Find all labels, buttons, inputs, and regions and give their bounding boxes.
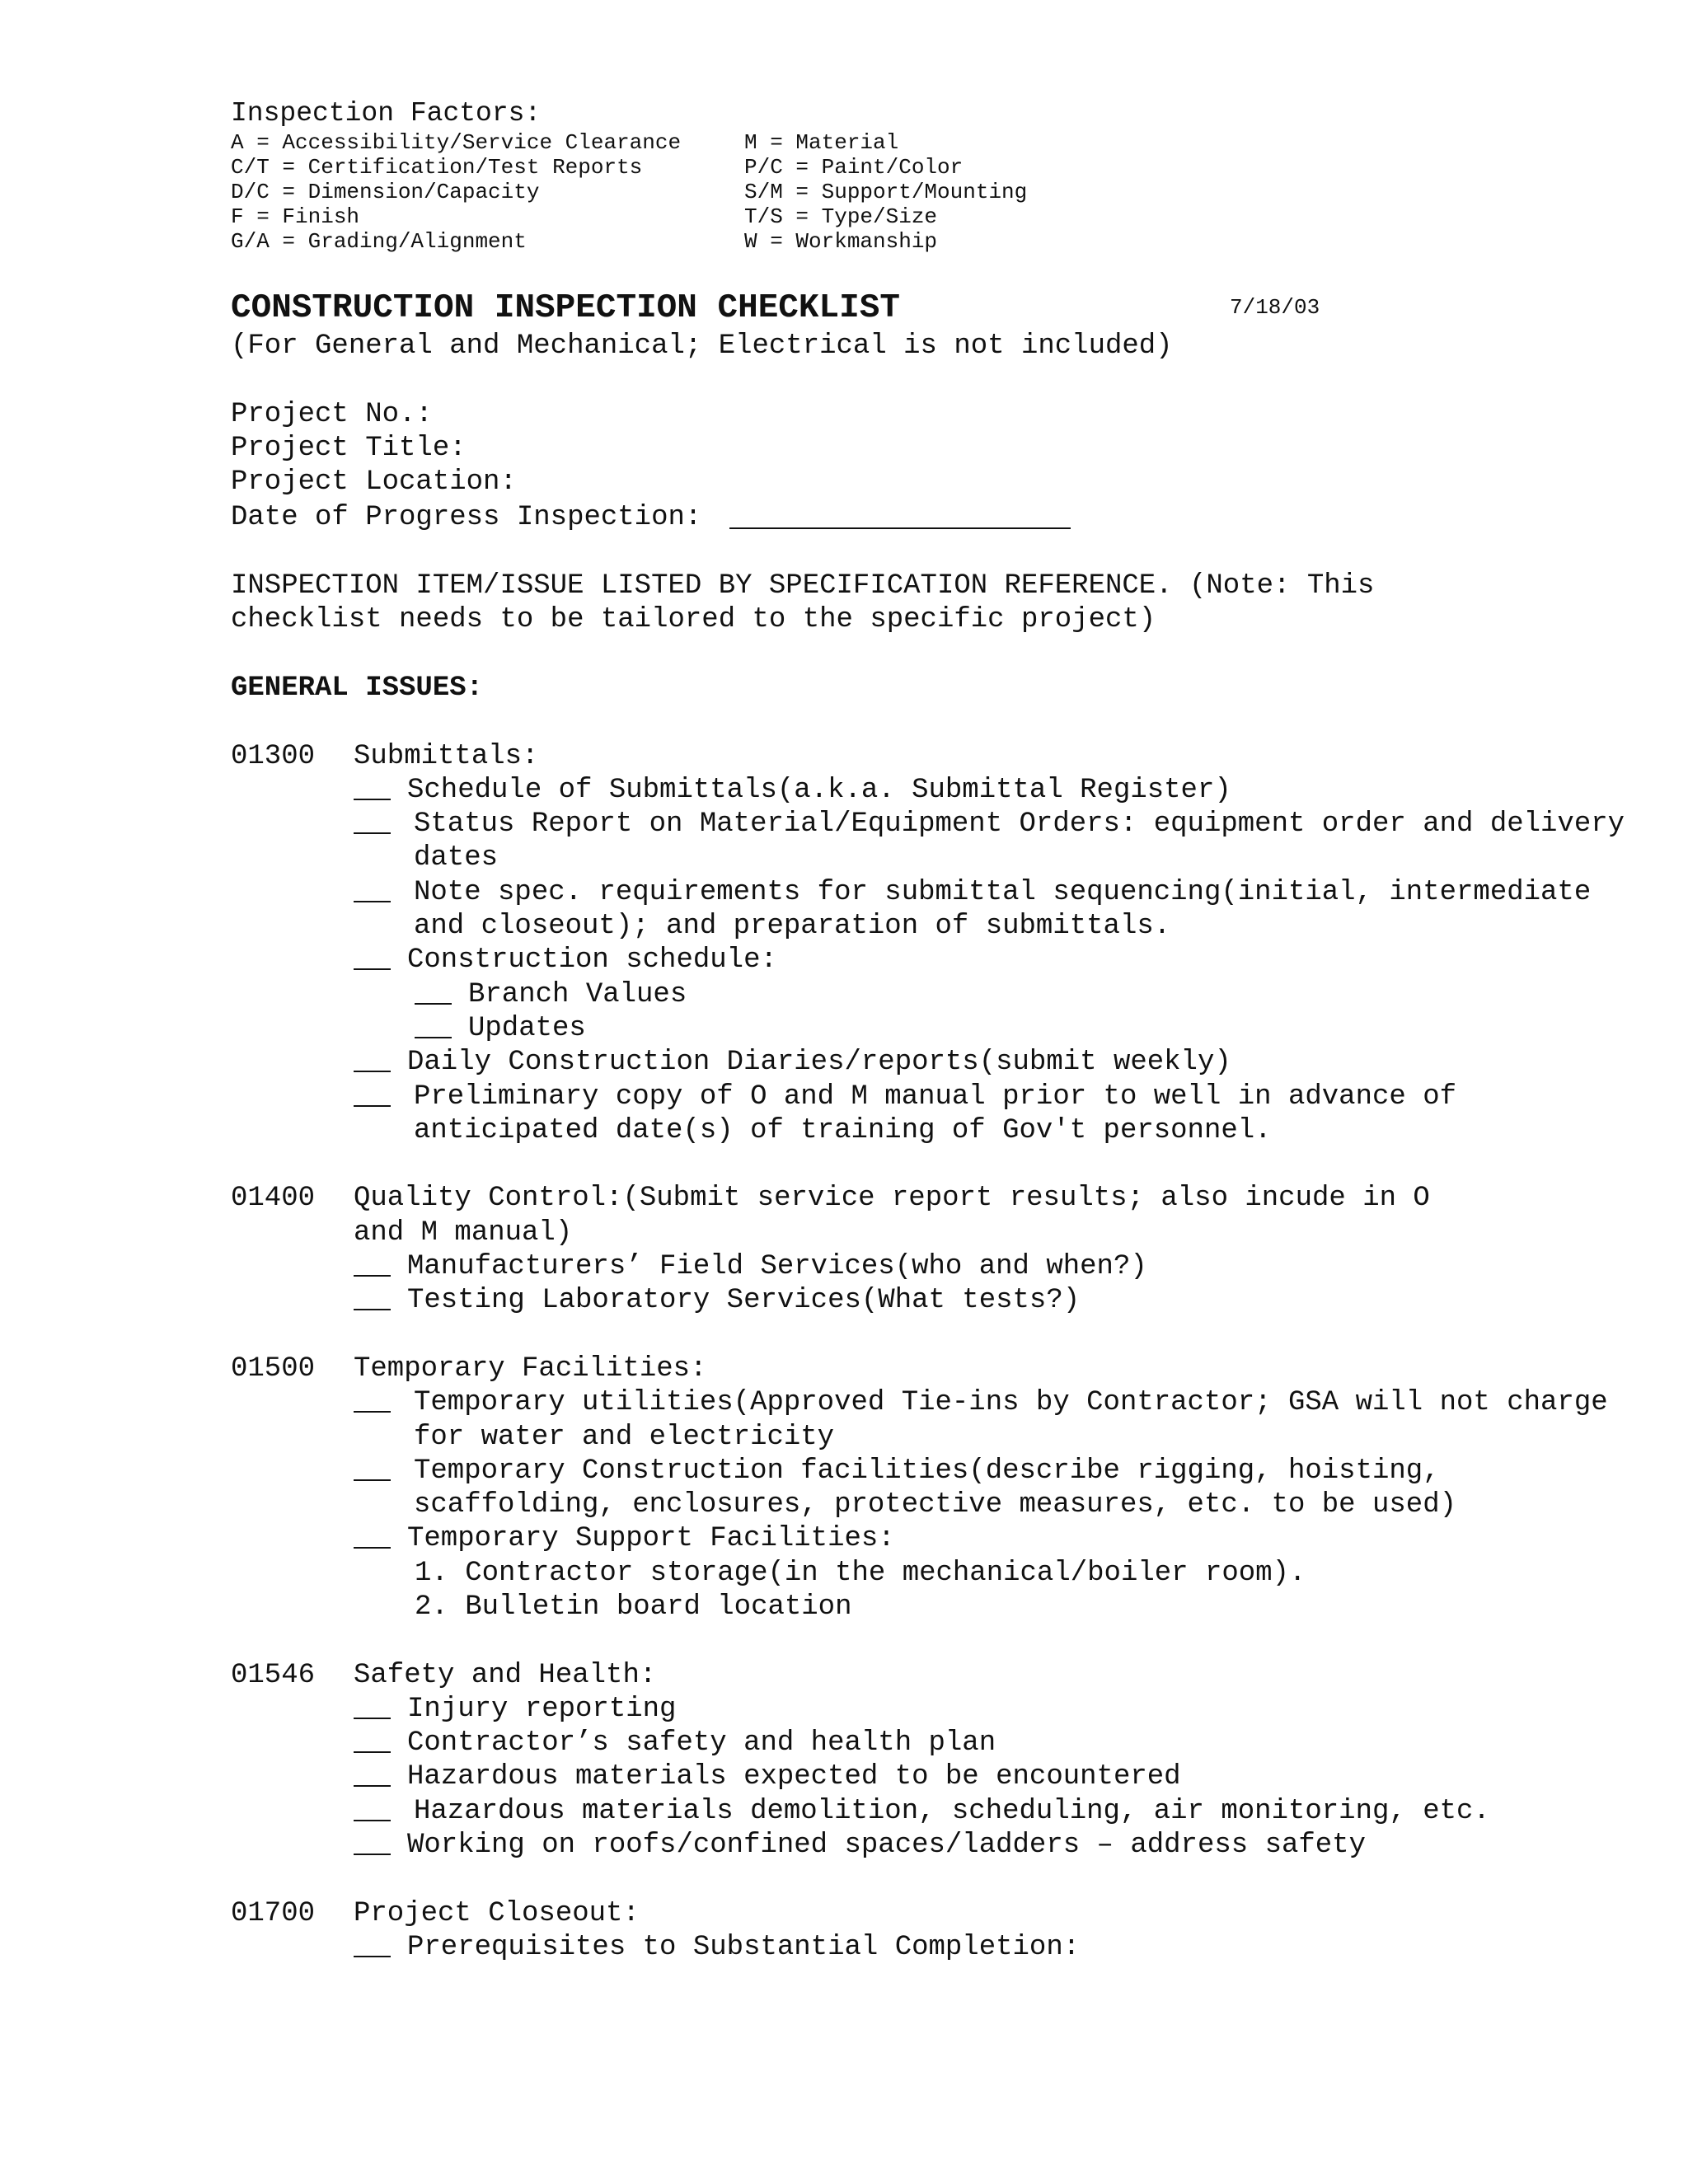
legend-row: [231, 130, 1648, 155]
project-title-label: Project Title:: [231, 432, 467, 464]
checklist-item: Contractor’s safety and health plan: [231, 1727, 1648, 1760]
inspection-date-row: [231, 499, 1648, 535]
section-title: Safety and Health:: [354, 1659, 657, 1691]
checkbox-blank[interactable]: [354, 808, 391, 834]
legend-left-entry: C/T = Certification/Test Reports: [231, 155, 643, 180]
checkbox-blank[interactable]: [354, 1727, 391, 1753]
checkbox-blank[interactable]: [354, 1522, 391, 1549]
checklist-item: Manufacturers’ Field Services(who and when?): [231, 1250, 1648, 1284]
checkbox-blank[interactable]: [354, 1760, 391, 1787]
legend-row: [231, 180, 1648, 204]
legend-title: Inspection Factors:: [231, 98, 542, 129]
legend-left-entry: G/A = Grading/Alignment: [231, 229, 527, 254]
document-date: 7/18/03: [1230, 295, 1320, 320]
legend-row: [231, 229, 1648, 254]
intro-line: checklist needs to be tailored to the specific project): [231, 604, 1156, 636]
document-subtitle: (For General and Mechanical; Electrical is not included): [231, 330, 1173, 362]
checkbox-blank[interactable]: [354, 1693, 391, 1719]
checklist-item: Testing Laboratory Services(What tests?): [231, 1284, 1648, 1318]
checklist-item: Status Report on Material/Equipment Orders: equipment order and delivery dates: [231, 808, 1648, 876]
section-title-continued: and M manual): [354, 1216, 573, 1249]
inspection-date-field[interactable]: [729, 499, 1071, 529]
document-title: CONSTRUCTION INSPECTION CHECKLIST: [231, 289, 900, 327]
legend-row: [231, 204, 1648, 229]
checklist-item: Note spec. requirements for submittal sequencing(initial, intermediate and closeout); and preparation of submittals.: [231, 876, 1648, 944]
section-code: 01300: [231, 740, 316, 772]
document-header: [231, 287, 1648, 330]
checkbox-blank[interactable]: [354, 1250, 391, 1277]
checklist-item: Temporary Support Facilities:: [231, 1522, 1648, 1556]
document-page: [231, 97, 1648, 1965]
inspection-factors-legend: [231, 97, 1648, 254]
checklist-item: Hazardous materials demolition, scheduling, air monitoring, etc.: [231, 1795, 1648, 1829]
legend-right-entry: M = Material: [744, 130, 899, 155]
legend-left-entry: A = Accessibility/Service Clearance: [231, 130, 682, 155]
legend-right-entry: P/C = Paint/Color: [744, 155, 964, 180]
section-title: Temporary Facilities:: [354, 1352, 707, 1385]
checkbox-blank[interactable]: [415, 1012, 452, 1038]
numbered-item: 1. Contractor storage(in the mechanical/boiler room).: [415, 1557, 1306, 1589]
section-01300: [231, 740, 1648, 1149]
checkbox-blank[interactable]: [415, 978, 452, 1005]
checklist-item: Temporary Construction facilities(describe rigging, hoisting, scaffolding, enclosures, protective measures, etc. to be used): [231, 1455, 1648, 1523]
checklist-subitem: Branch Values: [231, 978, 1648, 1012]
section-code: 01546: [231, 1659, 316, 1691]
section-code: 01500: [231, 1352, 316, 1385]
checkbox-blank[interactable]: [354, 876, 391, 902]
project-no-label: Project No.:: [231, 398, 433, 430]
checkbox-blank[interactable]: [354, 1046, 391, 1072]
checkbox-blank[interactable]: [354, 1455, 391, 1481]
checkbox-blank[interactable]: [354, 1829, 391, 1855]
checklist-item: Injury reporting: [231, 1693, 1648, 1727]
checklist-item: Prerequisites to Substantial Completion:: [231, 1931, 1648, 1965]
checklist-item: Construction schedule:: [231, 944, 1648, 977]
checkbox-blank[interactable]: [354, 1931, 391, 1957]
section-title: Submittals:: [354, 740, 539, 772]
checkbox-blank[interactable]: [354, 1386, 391, 1413]
section-code: 01700: [231, 1897, 316, 1929]
checkbox-blank[interactable]: [354, 774, 391, 800]
section-title: Quality Control:(Submit service report results; also incude in O: [354, 1183, 1430, 1215]
legend-right-entry: T/S = Type/Size: [744, 204, 938, 229]
checklist-item: Schedule of Submittals(a.k.a. Submittal Register): [231, 774, 1648, 808]
intro-line: INSPECTION ITEM/ISSUE LISTED BY SPECIFICATION REFERENCE. (Note: This: [231, 570, 1375, 602]
section-title: Project Closeout:: [354, 1897, 640, 1929]
checkbox-blank[interactable]: [354, 1080, 391, 1107]
section-01546: [231, 1659, 1648, 1863]
inspection-date-label: Date of Progress Inspection:: [231, 502, 702, 534]
legend-row: [231, 155, 1648, 180]
project-location-label: Project Location:: [231, 466, 517, 499]
legend-left-entry: F = Finish: [231, 204, 360, 229]
checklist-item: Working on roofs/confined spaces/ladders – address safety: [231, 1829, 1648, 1863]
legend-right-entry: W = Workmanship: [744, 229, 938, 254]
general-issues-heading: GENERAL ISSUES:: [231, 672, 484, 704]
checklist-item: Daily Construction Diaries/reports(submit weekly): [231, 1046, 1648, 1080]
section-01400: [231, 1182, 1648, 1318]
checklist-item: Preliminary copy of O and M manual prior to well in advance of anticipated date(s) of training of Gov't personnel.: [231, 1080, 1648, 1149]
checkbox-blank[interactable]: [354, 1284, 391, 1310]
legend-right-entry: S/M = Support/Mounting: [744, 180, 1028, 204]
checkbox-blank[interactable]: [354, 1795, 391, 1821]
checklist-item: Temporary utilities(Approved Tie-ins by Contractor; GSA will not charge for water and electricity: [231, 1386, 1648, 1455]
checkbox-blank[interactable]: [354, 944, 391, 970]
checklist-item: Hazardous materials expected to be encountered: [231, 1760, 1648, 1794]
section-01700: [231, 1897, 1648, 1966]
section-code: 01400: [231, 1183, 316, 1215]
section-01500: [231, 1352, 1648, 1624]
legend-left-entry: D/C = Dimension/Capacity: [231, 180, 540, 204]
checklist-subitem: Updates: [231, 1012, 1648, 1046]
numbered-item: 2. Bulletin board location: [415, 1591, 852, 1623]
